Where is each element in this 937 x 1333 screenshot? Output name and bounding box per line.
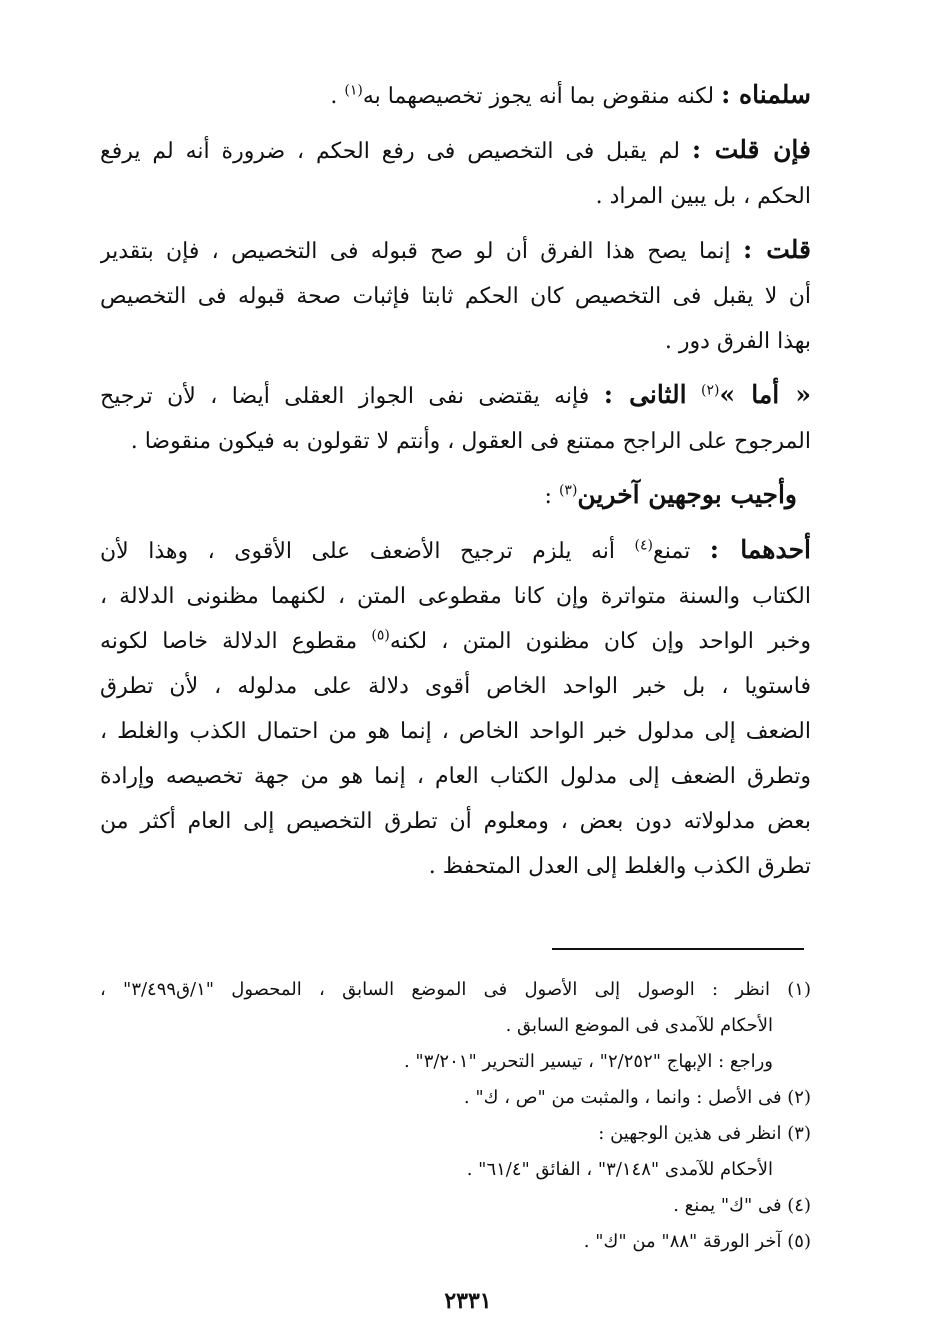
footnote-ref[interactable]: (٢) — [701, 382, 720, 399]
line-text: لكنه منقوض بما أنه يجوز تخصيصهما به — [362, 84, 715, 109]
footnote-ref[interactable]: (٤) — [634, 537, 654, 554]
footnote-line: (٣) انظر فى هذين الوجهين : — [598, 1123, 811, 1144]
line-tail: . — [330, 84, 345, 109]
text-line: المرجوح على الراجح ممتنع فى العقول ، وأنتم لا تقولون به فيكون منقوضا . — [130, 429, 811, 454]
footnote-line: وراجع : الإبهاج "٢/٢٥٢" ، تيسير التحرير "٣/٢٠١" . — [403, 1051, 773, 1072]
text-line — [100, 227, 811, 274]
heading-tail: : — [544, 484, 559, 509]
line-text: أنه يلزم ترجيح الأضعف على الأقوى ، وهذا لأن — [100, 539, 616, 564]
line-text: إنما يصح هذا الفرق أن لو صح قبوله فى التخصيص ، فإن بتقدير — [100, 239, 731, 264]
text-line — [100, 72, 811, 119]
footnote-line: (١) انظر : الوصول إلى الأصول فى الموضع السابق ، المحصول "١/ق٣/٤٩٩" ، — [100, 979, 811, 1000]
text-line: الكتاب والسنة متواترة وإن كانا مقطوعى المتن ، لكنهما مظنونى الدلالة ، — [100, 584, 811, 609]
text-line: الضعف إلى مدلول خبر الواحد الخاص ، إنما هو من احتمال الكذب والغلط ، — [100, 719, 811, 744]
footnote-line: الأحكام للآمدى فى الموضع السابق . — [505, 1015, 773, 1036]
text-line: أن لا يقبل فى التخصيص كان الحكم ثابتا فإثبات صحة قبوله فى التخصيص — [100, 284, 811, 309]
paragraph-lead: أحدهما : — [709, 535, 811, 564]
paragraph-5 — [100, 527, 811, 889]
footnote-ref[interactable]: (١) — [344, 82, 363, 99]
text-line — [100, 527, 811, 574]
paragraph-lead: سلمناه : — [721, 80, 811, 109]
text-line — [100, 372, 811, 419]
footnotes — [100, 972, 811, 1260]
paragraph-lead: قلت : — [742, 235, 811, 264]
paragraph-4 — [100, 372, 811, 464]
paragraph-lead: الثانى : — [603, 380, 687, 409]
line-tail: مقطوع الدلالة خاصا لكونه — [100, 629, 372, 654]
text-line: تطرق الكذب والغلط إلى العدل المتحفظ . — [428, 854, 811, 879]
main-text — [100, 72, 811, 897]
text-line: الحكم ، بل يبين المراد . — [595, 184, 811, 209]
footnote-ref[interactable]: (٣) — [558, 482, 578, 499]
line-text: فإنه يقتضى نفى الجواز العقلى أيضا ، لأن ترجيح — [100, 384, 590, 409]
first-word: تمنع — [653, 539, 691, 564]
heading-text: وأجيب بوجهين آخرين — [577, 480, 797, 509]
text-line: فاستويا ، بل خبر الواحد الخاص أقوى دلالة على مدلوله ، لأن تطرق — [100, 674, 811, 699]
paragraph-2 — [100, 127, 811, 219]
quote-word: « أما » — [719, 380, 811, 409]
footnote-line: (٢) فى الأصل : وانما ، والمثبت من "ص ، ك" . — [463, 1087, 811, 1108]
heading-line — [100, 472, 811, 519]
text-line: بهذا الفرق دور . — [664, 329, 811, 354]
footnote-separator — [552, 948, 804, 950]
footnote-ref[interactable]: (٥) — [371, 627, 390, 644]
paragraph-3 — [100, 227, 811, 364]
footnote-line: (٤) فى "ك" يمنع . — [673, 1195, 811, 1216]
line-text: لم يقبل فى التخصيص فى رفع الحكم ، ضرورة أنه لم يرفع — [100, 139, 680, 164]
page-number: ٢٣٣١ — [444, 1288, 492, 1314]
text-line — [100, 127, 811, 174]
line-text: وخبر الواحد وإن كان مظنون المتن ، لكنه — [389, 629, 811, 654]
text-line: بعض مدلولاته دون بعض ، ومعلوم أن تطرق التخصيص إلى العام أكثر من — [100, 809, 811, 834]
text-line — [100, 619, 811, 664]
footnote-line: الأحكام للآمدى "٣/١٤٨" ، الفائق "٦١/٤" . — [466, 1159, 773, 1180]
section-heading — [100, 472, 811, 519]
paragraph-lead: فإن قلت : — [691, 135, 811, 164]
footnote-line: (٥) آخر الورقة "٨٨" من "ك" . — [583, 1231, 811, 1252]
text-line: وتطرق الضعف إلى مدلول الكتاب العام ، إنما هو من جهة تخصيصه وإرادة — [100, 764, 811, 789]
paragraph-1 — [100, 72, 811, 119]
